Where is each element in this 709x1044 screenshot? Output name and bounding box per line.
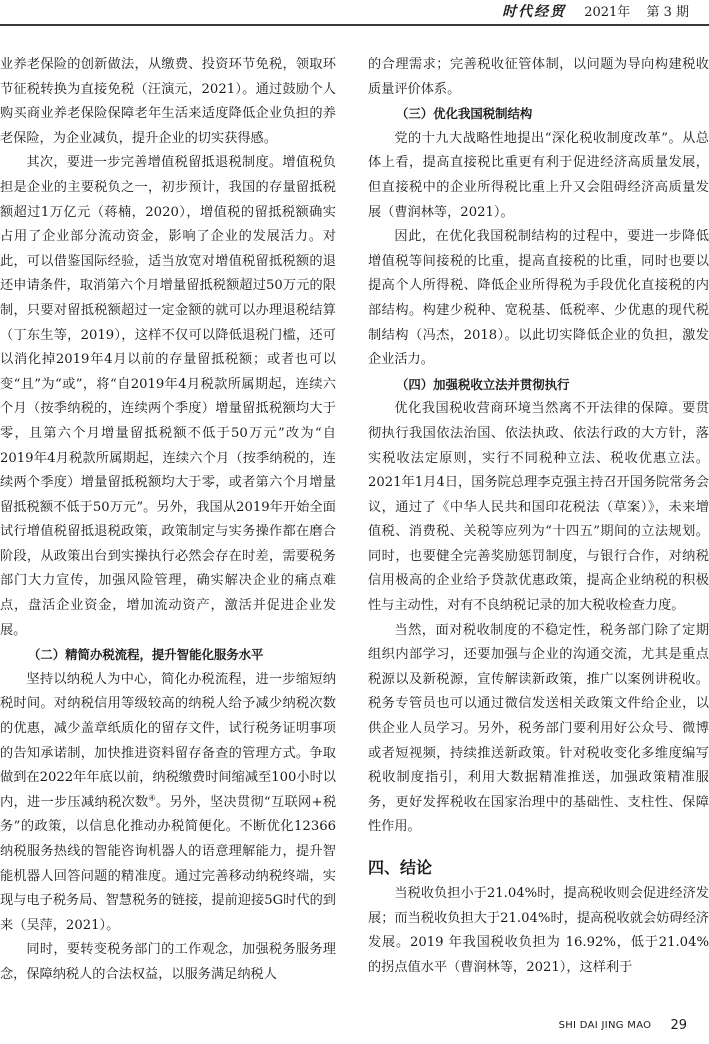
subsection-heading: （四）加强税收立法并贯彻执行 (396, 376, 570, 392)
page-number: 29 (670, 1018, 687, 1033)
footnote-marker: ④ (148, 793, 156, 803)
right-column (368, 53, 709, 993)
paragraph: 同时，要转变税务部门的工作观念，加强税务服务理念，保障纳税人的合法权益，以服务满足纳税人 (0, 942, 336, 982)
paragraph-text: 。另外，坚决贯彻“互联网+税务”的政策，以信息化推动办税简便化。不断优化12366纳税服务热线的智能咨询机器人的语意理解能力，提升智能机器人回答问题的精准度。通过完善移动纳税终端，实现与电子税务局、智慧税务的链接，提前迎接5G时代的到来（吴萍，2021）。 (0, 794, 336, 933)
subsection-heading: （三）优化我国税制结构 (396, 106, 533, 122)
paragraph-text: 坚持以纳税人为中心，简化办税流程，进一步缩短纳税时间。对纳税信用等级较高的纳税人给予减少纳税次数的优惠，减少盖章纸质化的留存文件，试行税务证明事项的告知承诺制，加快推进资料留存备查的管理方式。争取做到在2022年年底以前，纳税缴费时间缩减至100小时以内，进一步压减纳税次数 (0, 671, 336, 810)
issue-number: 第 3 期 (646, 5, 689, 20)
header-text (502, 4, 689, 21)
journal-title: 时代经贸 (502, 4, 567, 20)
left-column (0, 53, 336, 993)
paragraph: 其次，要进一步完善增值税留抵退税制度。增值税负担是企业的主要税负之一，初步预计，我国的存量留抵税额超过1万亿元（蒋楠，2020），增值税的留抵税额确实占用了企业部分流动资金，影响了企业的发展活力。对此，可以借鉴国际经验，适当放宽对增值税留抵税额的退还申请条件，取消第六个月增量留抵税额超过50万元的限制，只要对留抵税额超过一定金额的就可以办理退税结算（丁东生等，2019），这样不仅可以降低退税门槛，还可以消化掉2019年4月以前的存量留抵税额；或者也可以变“且”为“或”，将“自2019年4月税款所属期起，连续六个月（按季纳税的，连续两个季度）增量留抵税额均大于零，且第六个月增量留抵税额不低于50万元”改为“自2019年4月税款所属期起，连续六个月（按季纳税的，连续两个季度）增量留抵税额均大于零，或者第六个月增量留抵税额不低于50万元”。另外，我国从2019年开始全面试行增值税留抵退税政策，政策制定与实务操作都在磨合阶段，从政策出台到实操执行必然会存在时差，需要税务部门大力宣传，加强风险管理，确实解决企业的痛点难点，盘活企业资金，增加流动资产，激活并促进企业发展。 (0, 155, 336, 638)
page-header (0, 0, 709, 26)
issue-year: 2021年 (584, 5, 631, 20)
header-divider (0, 24, 709, 26)
paragraph: 党的十九大战略性地提出“深化税收制度改革”。从总体上看，提高直接税比重更有利于促进经济高质量发展，但直接税中的企业所得税比重上升又会阻碍经济高质量发展（曹润林等，2021）。 (368, 130, 709, 220)
subsection-heading: （二）精简办税流程，提升智能化服务水平 (28, 647, 264, 663)
paragraph: 业养老保险的创新做法，从缴费、投资环节免税，领取环节征税转换为直接免税（汪演元，2021）。通过鼓励个人购买商业养老保险保障老年生活来适度降低企业负担的养老保险，为企业减负，提升企业的切实获得感。 (0, 57, 336, 146)
page-footer (559, 1015, 687, 1031)
paragraph: 优化我国税收营商环境当然离不开法律的保障。要贯彻执行我国依法治国、依法执政、依法行政的大方针，落实税收法定原则，实行不同税种立法、税收优惠立法。2021年1月4日，国务院总理李克强主持召开国务院常务会议，通过了《中华人民共和国印花税法（草案）》，未来增值税、消费税、关税等应列为“十四五”期间的立法规划。同时，也要健全完善奖励惩罚制度，与银行合作，对纳税信用极高的企业给予贷款优惠政策，提高企业纳税的积极性与主动性，对有不良纳税记录的加大税收检查力度。 (368, 401, 709, 614)
paragraph (0, 668, 336, 939)
paragraph: 当税收负担小于21.04%时，提高税收则会促进经济发展；而当税收负担大于21.04%时，提高税收就会妨碍经济发展。2019 年我国税收负担为 16.92%，低于21.04% 的拐点值水平（曹润林等，2021），这样利于 (368, 886, 709, 975)
section-heading: 四、结论 (368, 858, 433, 877)
paragraph: 的合理需求；完善税收征管体制，以问题为导向构建税收质量评价体系。 (368, 57, 709, 97)
paragraph: 因此，在优化我国税制结构的过程中，要进一步降低增值税等间接税的比重，提高直接税的比重，同时也要以提高个人所得税、降低企业所得税为手段优化直接税的内部结构。构建少税种、宽税基、低税率、少优惠的现代税制结构（冯杰，2018）。以此切实降低企业的负担，激发企业活力。 (368, 229, 709, 368)
footer-magazine-name: SHI DAI JING MAO (558, 1020, 652, 1031)
paragraph: 当然，面对税收制度的不稳定性，税务部门除了定期组织内部学习，还要加强与企业的沟通交流，尤其是重点税源以及新税源，宣传解读新政策，推广以案例讲税收。税务专管员也可以通过微信发送相关政策文件给企业，以供企业人员学习。另外，税务部门要利用好公众号、微博或者短视频，持续推送新政策。针对税收变化多维度编写税收制度指引，利用大数据精准推送，加强政策精准服务，更好发挥税收在国家治理中的基础性、支柱性、保障性作用。 (368, 622, 709, 835)
